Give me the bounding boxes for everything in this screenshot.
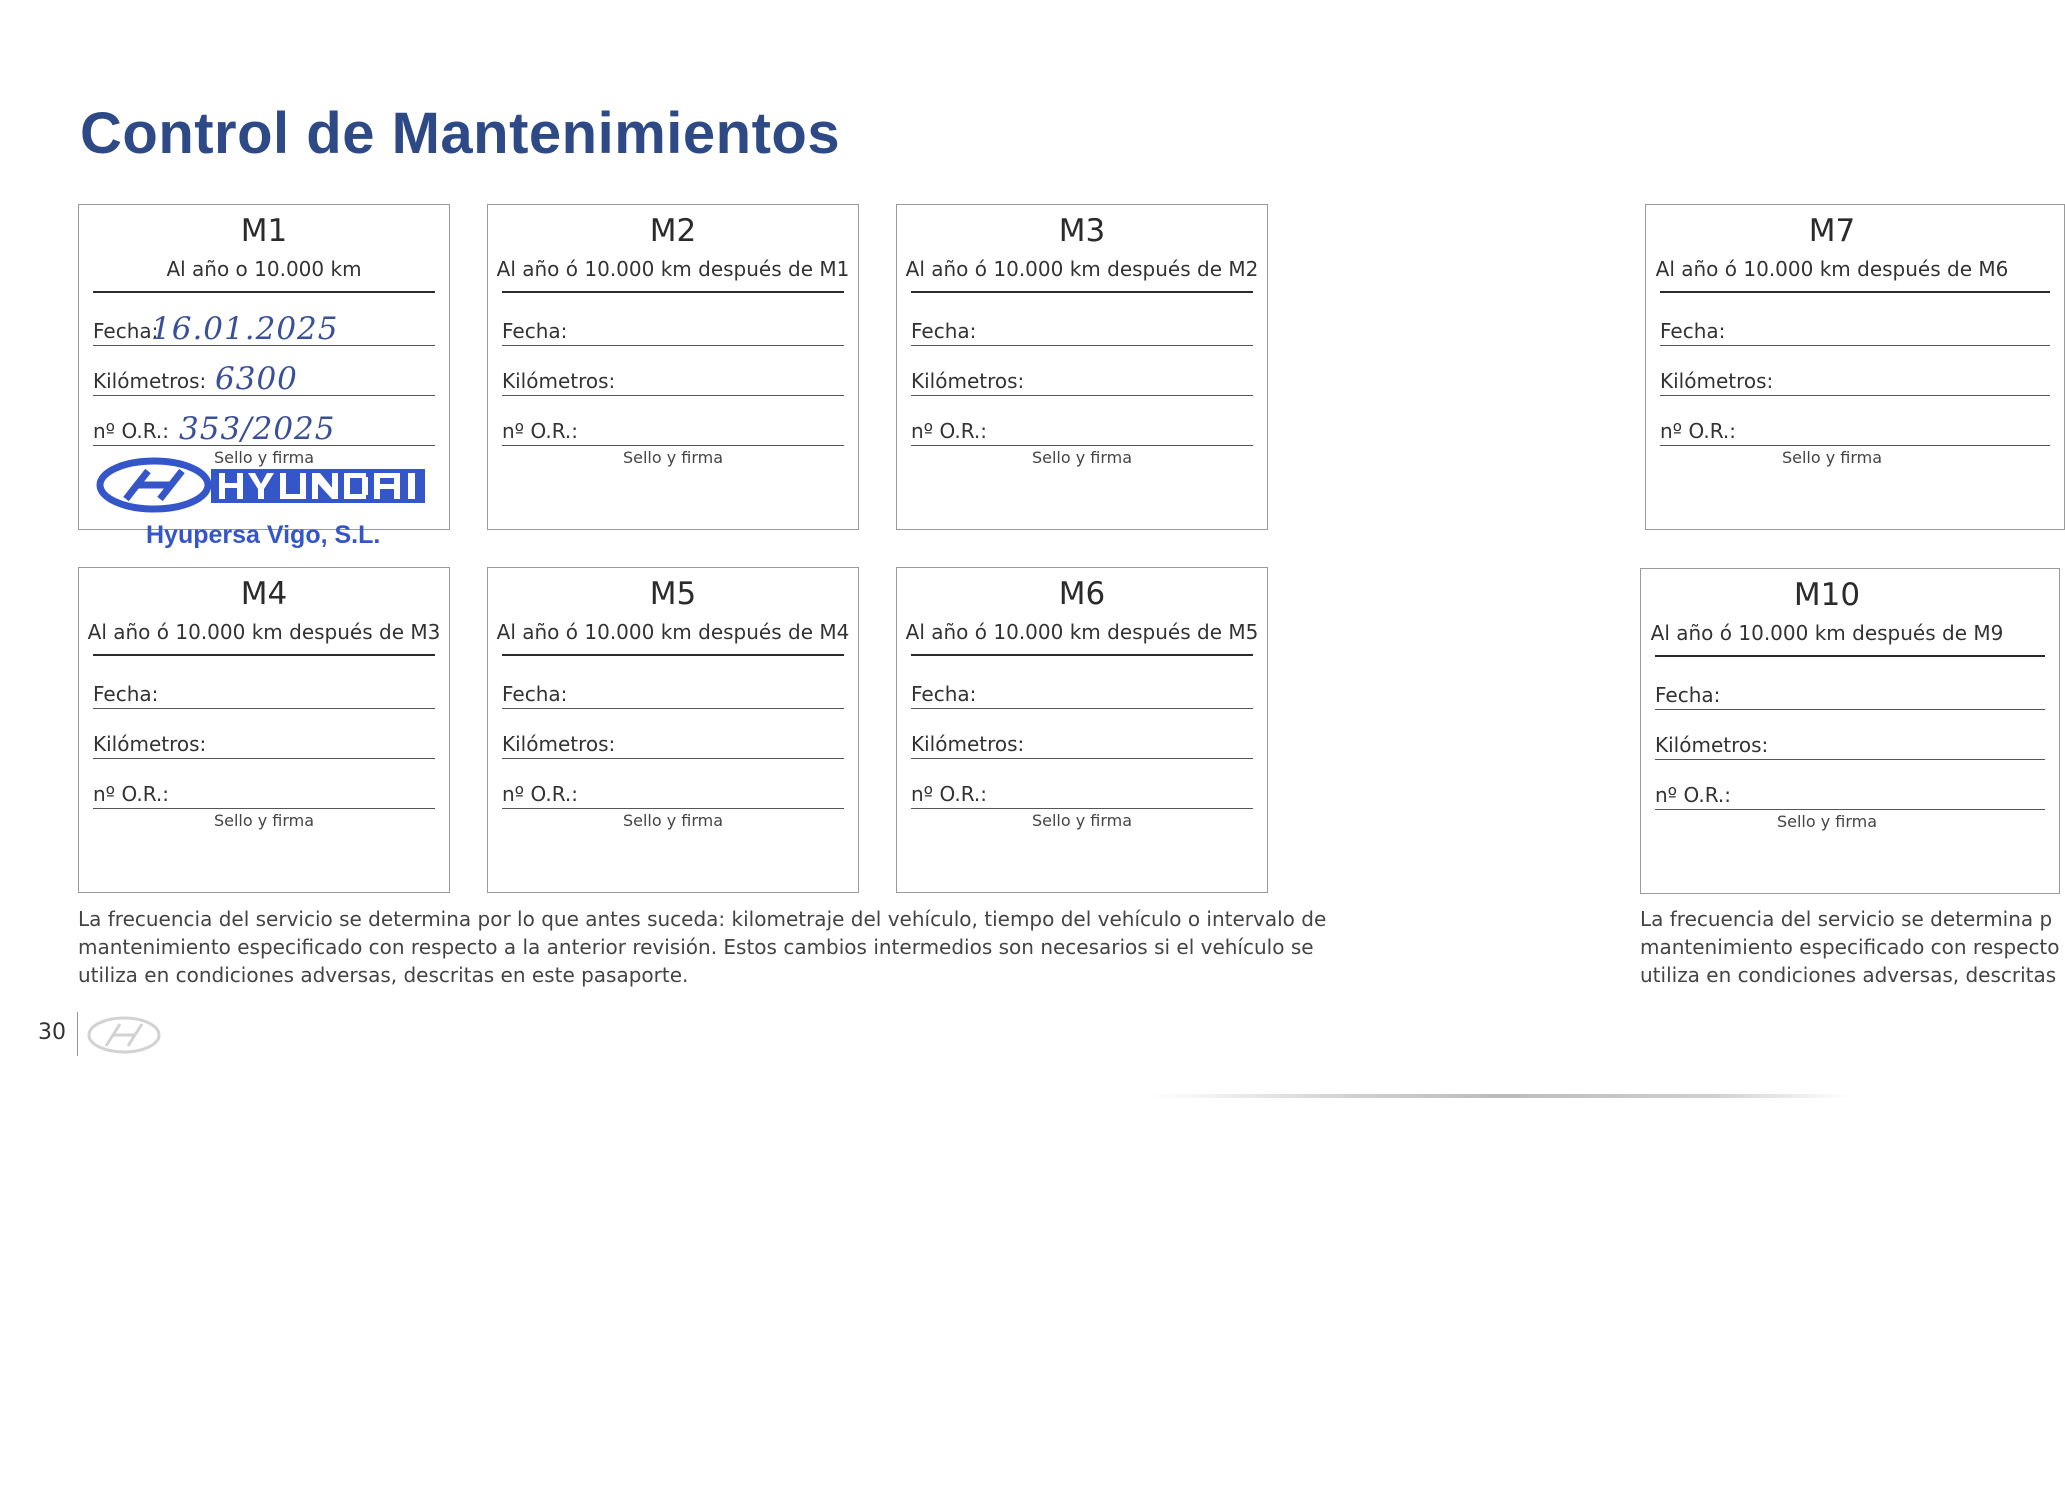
card-divider	[911, 291, 1253, 293]
card-subtitle: Al año ó 10.000 km después de M2	[905, 257, 1259, 281]
or-field[interactable]	[1660, 409, 2050, 446]
km-field[interactable]	[911, 359, 1253, 396]
km-label: Kilómetros:	[1660, 369, 1774, 393]
fecha-label: Fecha:	[502, 682, 568, 706]
maintenance-card-m5	[487, 567, 859, 893]
sello-label: Sello y firma	[213, 448, 315, 467]
km-label: Kilómetros:	[502, 732, 616, 756]
note-line: La frecuencia del servicio se determina p	[1640, 907, 2053, 931]
or-label: nº O.R.:	[93, 419, 170, 443]
maintenance-card-m10	[1640, 568, 2060, 894]
or-field[interactable]	[911, 409, 1253, 446]
service-frequency-note	[78, 905, 1326, 989]
scan-fold-shadow	[1150, 1094, 1850, 1098]
card-subtitle: Al año ó 10.000 km después de M9	[1650, 621, 2004, 645]
km-field[interactable]	[93, 722, 435, 759]
card-title: M2	[649, 213, 697, 249]
or-handwritten-value: 353/2025	[179, 411, 336, 447]
or-field[interactable]	[502, 772, 844, 809]
page-number-divider	[77, 1012, 78, 1056]
or-field[interactable]	[93, 409, 435, 446]
km-field[interactable]	[502, 359, 844, 396]
fecha-field[interactable]	[911, 309, 1253, 346]
km-label: Kilómetros:	[1655, 733, 1769, 757]
card-title: M5	[649, 576, 697, 612]
card-subtitle: Al año ó 10.000 km después de M4	[496, 620, 850, 644]
hyundai-watermark-icon	[86, 1014, 162, 1056]
or-label: nº O.R.:	[502, 419, 579, 443]
fecha-field[interactable]	[502, 672, 844, 709]
card-subtitle: Al año ó 10.000 km después de M1	[496, 257, 850, 281]
or-field[interactable]	[93, 772, 435, 809]
fecha-field[interactable]	[1660, 309, 2050, 346]
card-subtitle: Al año ó 10.000 km después de M3	[87, 620, 441, 644]
fecha-field[interactable]	[502, 309, 844, 346]
note-line: La frecuencia del servicio se determina por lo que antes suceda: kilometraje del vehículo, tiempo del vehículo o intervalo de	[78, 907, 1327, 931]
maintenance-card-m3	[896, 204, 1268, 530]
km-label: Kilómetros:	[911, 732, 1025, 756]
fecha-label: Fecha:	[1660, 319, 1726, 343]
or-label: nº O.R.:	[93, 782, 170, 806]
km-label: Kilómetros:	[502, 369, 616, 393]
sello-label: Sello y firma	[1776, 812, 1878, 831]
sello-label: Sello y firma	[622, 811, 724, 830]
sello-label: Sello y firma	[1031, 448, 1133, 467]
note-line: mantenimiento especificado con respecto a la anterior revisión. Estos cambios intermedios son necesarios si el vehículo se	[78, 935, 1314, 959]
maintenance-card-m4	[78, 567, 450, 893]
km-field[interactable]	[1655, 723, 2045, 760]
or-label: nº O.R.:	[911, 419, 988, 443]
km-label: Kilómetros:	[93, 369, 207, 393]
card-divider	[502, 654, 844, 656]
card-title: M4	[240, 576, 288, 612]
sello-label: Sello y firma	[213, 811, 315, 830]
card-title: M1	[240, 213, 288, 249]
card-divider	[93, 654, 435, 656]
sello-label: Sello y firma	[622, 448, 724, 467]
km-field[interactable]	[911, 722, 1253, 759]
note-line: mantenimiento especificado con respecto	[1640, 935, 2060, 959]
card-subtitle: Al año o 10.000 km	[166, 257, 362, 281]
page-title: Control de Mantenimientos	[80, 101, 841, 166]
fecha-label: Fecha:	[93, 319, 159, 343]
fecha-label: Fecha:	[502, 319, 568, 343]
note-line: utiliza en condiciones adversas, descritas en este pasaporte.	[78, 963, 689, 987]
fecha-field[interactable]	[911, 672, 1253, 709]
note-line: utiliza en condiciones adversas, descritas	[1640, 963, 2057, 987]
card-divider	[93, 291, 435, 293]
km-field[interactable]	[93, 359, 435, 396]
right-page-partial	[1640, 190, 2060, 1010]
maintenance-card-m7	[1645, 204, 2065, 530]
or-label: nº O.R.:	[502, 782, 579, 806]
km-label: Kilómetros:	[93, 732, 207, 756]
maintenance-card-m6	[896, 567, 1268, 893]
card-subtitle: Al año ó 10.000 km después de M5	[905, 620, 1259, 644]
or-label: nº O.R.:	[911, 782, 988, 806]
card-divider	[911, 654, 1253, 656]
km-field[interactable]	[502, 722, 844, 759]
km-label: Kilómetros:	[911, 369, 1025, 393]
card-divider	[502, 291, 844, 293]
km-field[interactable]	[1660, 359, 2050, 396]
fecha-field[interactable]	[1655, 673, 2045, 710]
or-field[interactable]	[502, 409, 844, 446]
fecha-label: Fecha:	[1655, 683, 1721, 707]
card-divider	[1660, 291, 2050, 293]
service-frequency-note-right	[1640, 905, 2060, 989]
fecha-field[interactable]	[93, 672, 435, 709]
fecha-handwritten-value: 16.01.2025	[151, 311, 339, 347]
or-field[interactable]	[911, 772, 1253, 809]
or-label: nº O.R.:	[1655, 783, 1732, 807]
or-field[interactable]	[1655, 773, 2045, 810]
fecha-label: Fecha:	[911, 319, 977, 343]
hyundai-logo-icon	[96, 455, 436, 525]
maintenance-card-m2	[487, 204, 859, 530]
card-divider	[1655, 655, 2045, 657]
card-title: M6	[1058, 576, 1106, 612]
or-label: nº O.R.:	[1660, 419, 1737, 443]
card-subtitle: Al año ó 10.000 km después de M6	[1655, 257, 2009, 281]
card-title: M10	[1793, 577, 1861, 613]
sello-label: Sello y firma	[1781, 448, 1883, 467]
card-title: M3	[1058, 213, 1106, 249]
fecha-label: Fecha:	[911, 682, 977, 706]
sello-label: Sello y firma	[1031, 811, 1133, 830]
dealer-name: Hyupersa Vigo, S.L.	[146, 521, 381, 549]
page-number: 30	[38, 1020, 66, 1045]
card-title: M7	[1808, 213, 1856, 249]
fecha-label: Fecha:	[93, 682, 159, 706]
fecha-field[interactable]	[93, 309, 435, 346]
km-handwritten-value: 6300	[215, 361, 298, 397]
